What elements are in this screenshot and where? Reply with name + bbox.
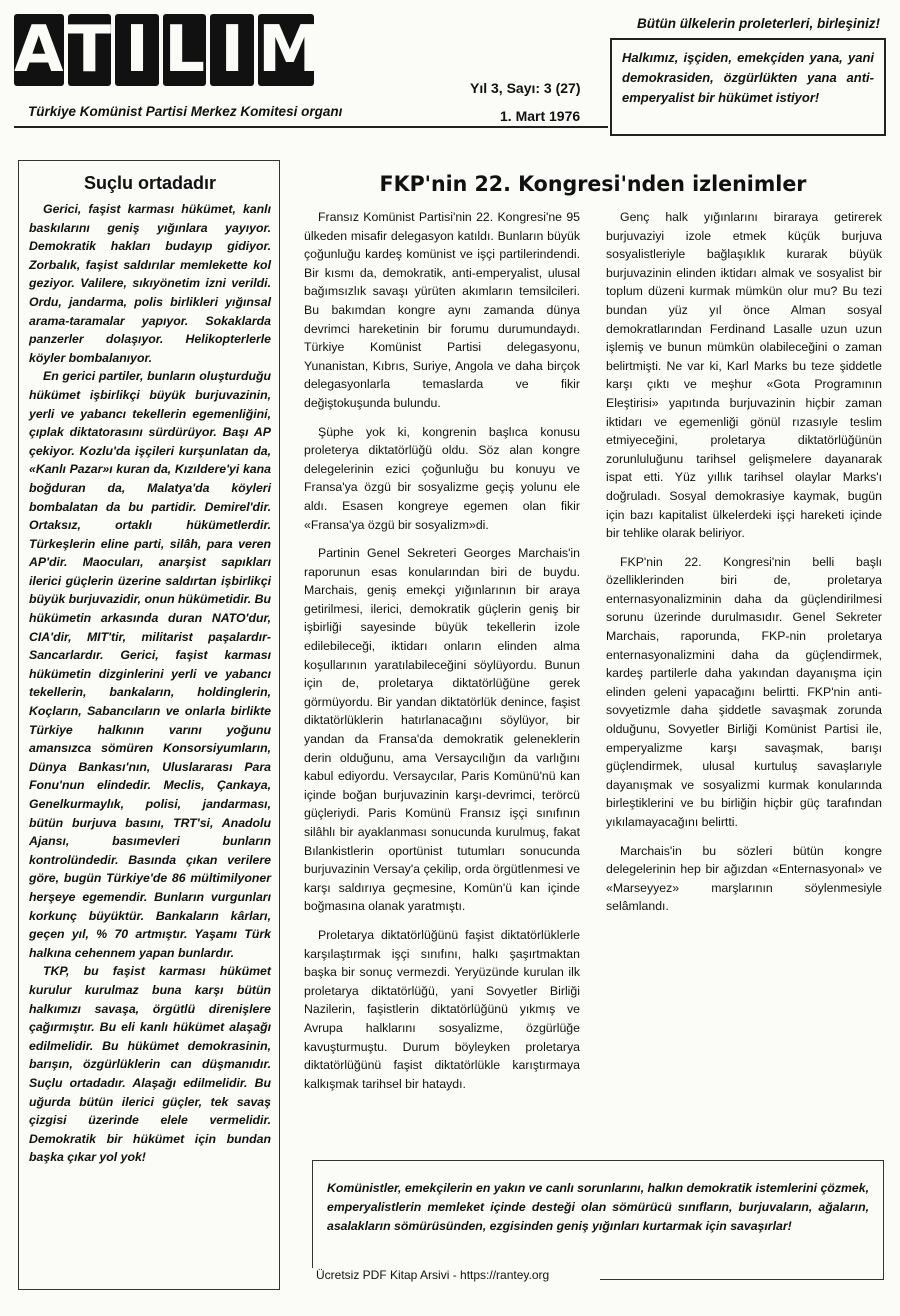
main-article-column-2 [606,208,882,926]
left-article-paragraph: Gerici, faşist karması hükümet, kanlı baskılarını geniş yığınlara yayıyor. Demokratik hakları budayıp gidiyor. Zorbalık, faşist saldırılar memlekette kol geziyor. Valilere, sıkıyönetim izni verildi. Ordu, jandarma, polis birlikleri yığınsal arama-taramalar yapıyor. Sokaklarda panzerler dolaşıyor. Helikopterlerle köyler bombalanıyor. [29,202,271,365]
footer-watermark: Ücretsiz PDF Kitap Arsivi - https://rantey.org [312,1268,600,1282]
left-article [18,160,280,1290]
logo-letter: L [164,13,205,87]
left-article-paragraph: TKP, bu faşist karması hükümet kurulur kurulmaz buna karşı bütün halkımızı savaşa, örgütlü direnişlere çağırmıştır. Bu eli kanlı hükümet alaşağı edilmelidir. Bu hükümet demokrasinin, barışın, özgürlüklerin can düşmanıdır. Suçlu ortadadır. Alaşağı edilmelidir. Bu uğurda bütün ilerici güçler, tek savaş çizgisi üzerinde elele vermelidir. Demokratik bir hükümet için bundan başka çıkar yol yok! [29,964,271,1165]
main-article-paragraph: Fransız Komünist Partisi'nin 22. Kongresi'ne 95 ülkeden misafir delegasyon katıldı. Bunların büyük çoğunluğu kardeş komünist ve işçi partilerindendi. Bir kısmı da, demokratik, anti-emperyalist, ulusal bağımsızlık savaşı yürüten akımların temsilcileri. Bu bakımdan kongre aynı zamanda dünya devrimci hareketinin bir forumu durumundaydı. Türkiye Komünist Partisi delegasyonu, Yunanistan, Kıbrıs, Suriye, Angola ve daha birçok delegasyonlarla temaslarda ve fikir değiştokuşunda bulundu. [304,210,580,410]
main-article-paragraph: Partinin Genel Sekreteri Georges Marchais'in raporunun esas konularından biri de buydu. Marchais, geniş emekçi yığınlarının bir araya getirilmesi, ilerici, demokratik güçlerin geniş bir işbirliği sayesinde büyük tekellerin izole edilebileceği, iktidarı onların elinden alma koşullarının yaratılabileceğini söylüyordu. Bunun için de, proletarya diktatörlüğüne gerek görmüyordu. Bir yandan diktatörlük denince, faşist diktatörlüklerin hatırlanacağını söylüyor, bir yandan da Fransa'da demokratik geleneklerin derin olduğunu, ama Versaycılığın da varlığını kabul ediyordu. Versaycılar, Paris Komünü'nü kan içinde boğan burjuvazinin karşı-devrimci, terörcü güçleriydi. Paris Komünü Fransız işçi sınıfının silâhlı bir ayaklanması sonucunda kurulmuş, fakat Bılankistlerin oportünist tutumları sonucunda burjuvazinin Versay'a çekilip, orda örgütlenmesi ve karşı saldırıya geçmesine, Komün'ü kan içinde boğmasına olanak yaratmıştı. [304,546,580,914]
left-article-paragraph: En gerici partiler, bunların oluşturduğu hükümet işbirlikçi büyük burjuvazinin, yerli ve yabancı tekellerin egemenliğini, çıplak diktatorasını sürdürüyor. Başı AP çekiyor. Kozlu'da işçileri kurşunlatan da, «Kanlı Pazar»ı kuran da, Kızıldere'yi kana boğduran da, Malatya'da köyleri bombalatan da bu partidir. Demirel'dir. Ortaksız, ortaklı hükümetlerdir. Türkeşlerin eline parti, silâh, para veren AP'dir. Maocuları, anarşist sapıkları ilerici güçlerin üzerine saldırtan işbirlikçi büyük burjuvazidir, onun hükümetidir. Bu hükümetin arkasında duran NATO'dur, CIA'dir, MIT'tir, militarist paşalardır-Sancarlardır. Gerici, faşist karması hükümetin dizginlerini yerli ve yabancı tekellerin, bankaların, holdinglerin, Koçların, Sabancıların ve onlarla birlikte Türkiye halkının varını yoğunu amansızca sömüren Konsorsiyumların, Dünya Bankası'nın, Uluslararası Para Fonu'nun elindedir. Meclis, Çankaya, Genelkurmaylık, polisi, jandarması, bütün burjuva basını, TRT'si, Anadolu Ajansı, basımevleri bunların kontrolündedir. Basında çıkan verilere göre, bugün Türkiye'de 86 mültimilyoner herşeye egemendir. Bunların vurgunları korkunç büyüktür. Bankaların kârları, geçen yıl, % 70 artmıştır. Yaşamı Türk halkına cehennem yapan bunlardır. [29,369,271,960]
slogan: Bütün ülkelerin proleterleri, birleşiniz! [636,16,880,31]
logo-letter: I [115,14,159,86]
bottom-quote-box: Komünistler, emekçilerin en yakın ve canlı sorunlarını, halkın demokratik istemlerini çözmek, emperyalistlerin memleket içinde desteği olan sömürücü sınıfların, burjuvaların, ağaların, asalakların sömürüsünden, ezgisinden geniş yığınları kurtarmak için savaşırlar! [312,1160,884,1280]
motto-box: Halkımız, işçiden, emekçiden yana, yani demokrasiden, özgürlükten yana anti-emperyalist bir hükümet istiyor! [610,38,886,136]
logo-letter: M [258,13,322,87]
publication-subtitle: Türkiye Komünist Partisi Merkez Komitesi organı [28,104,343,119]
main-article-paragraph: Marchais'in bu sözleri bütün kongre delegelerinin hep bir ağızdan «Enternasyonal» ve «Marseyyez» marşlarının söylenmesiyle selâmlandı. [606,843,882,914]
main-article-paragraph: FKP'nin 22. Kongresi'nin belli başlı özelliklerinden biri de, proletarya enternasyonalizminin daha da güçlendirilmesi sorunu üzerinde durulmasıdır. Genel Sekreter Marchais, raporunda, FKP-nin proletarya enternasyonalizmini daha da güçlendirmek, kardeş partilerle daha yakından dayanışma için elinden geleni yapacağını belirtti. FKP'nin anti-sovyetizmle daha şiddetle savaşmak zorunda olduğunu, Sovyetler Birliği Komünist Partisi ile, emperyalizme karşı savaşmak, barışı güçlendirmek, ulusal kurtuluş savaşlarıyle dayanışmak ve sosyalizmi kurmak konularında birleştiklerini ve bu birliğin hiçbir güç tarafından yıkılamayacağını belirtti. [606,554,882,829]
logo-letter: A [14,13,64,87]
main-article-column-1 [304,208,580,1103]
logo-letter: T [67,13,112,87]
main-article-paragraph: Proletarya diktatörlüğünü faşist diktatörlüklerle karşılaştırmak işçi sınıfını, halkı şaşırtmaktan başka bir sonuç vermezdi. Yeryüzünde kurulan ilk proletarya diktatörlüğü, yani Sovyetler Birliği Nazilerin, faşistlerin diktatörlüğünü yıkmış ve Avrupa halklarını sosyalizme, özgürlüğe kavuşturmuştu. Durum böyleyken proletarya diktatörlüğünü faşist diktatörlükle karıştırmaya kalkışmak tarihsel bir hataydı. [304,927,580,1091]
masthead-divider [14,126,608,128]
logo-letters [14,13,322,87]
left-article-title: Suçlu ortadadır [83,173,217,193]
main-article-paragraph: Genç halk yığınlarını biraraya getirerek burjuvaziyi izole etmek küçük burjuva sosyalistleriyle bağlaşıklık kurarak büyük burjuvazinin elinden iktidarı almak ve sosyalist bir toplum düzeni kurmak mümkün olur mu? Bu tezi bundan yüz yıl önce Alman sosyal demokratlarından Ferdinand Lasalle uzun uzun işlemiş ve bunun mümkün olabileceğini o zaman belirtmişti. Ne var ki, Karl Marks bu teze şiddetle karşı çıktı ve meşhur «Gota Programının Eleştirisi» yapıtında burjuvazinin hiçbir zaman iktidarı ve egemenliği gönül rızasıyle teslim etmiyeceğini, proletarya diktatörlüğünün zorunluluğunu tarihsel gelişmelere dayanarak ispat etti. Yüz yıllık tarihsel olaylar Marks'ı doğruladı. Sosyal demokrasiye kaymak, bugün için bazı kapitalist ülkelerdeki işçi hareketi içinde bir tehlike olarak beliriyor. [606,210,882,541]
masthead-logo [14,13,322,94]
main-article-paragraph: Şüphe yok ki, kongrenin başlıca konusu proleterya diktatörlüğü oldu. Söz alan kongre delegelerinin ezici çoğunluğu bu konuyu ve Fransa'ya özgü bir sosyalizme geçiş yolunu ele aldı. Esasen kongreye egemen olan fikir «Fransa'ya özgü bir sosyalizm»di. [304,424,580,532]
main-article-title: FKP'nin 22. Kongresi'nden izlenimler [379,172,807,196]
issue-date: 1. Mart 1976 [500,108,581,124]
issue-number: Yıl 3, Sayı: 3 (27) [470,80,581,96]
logo-letter: I [210,14,254,86]
